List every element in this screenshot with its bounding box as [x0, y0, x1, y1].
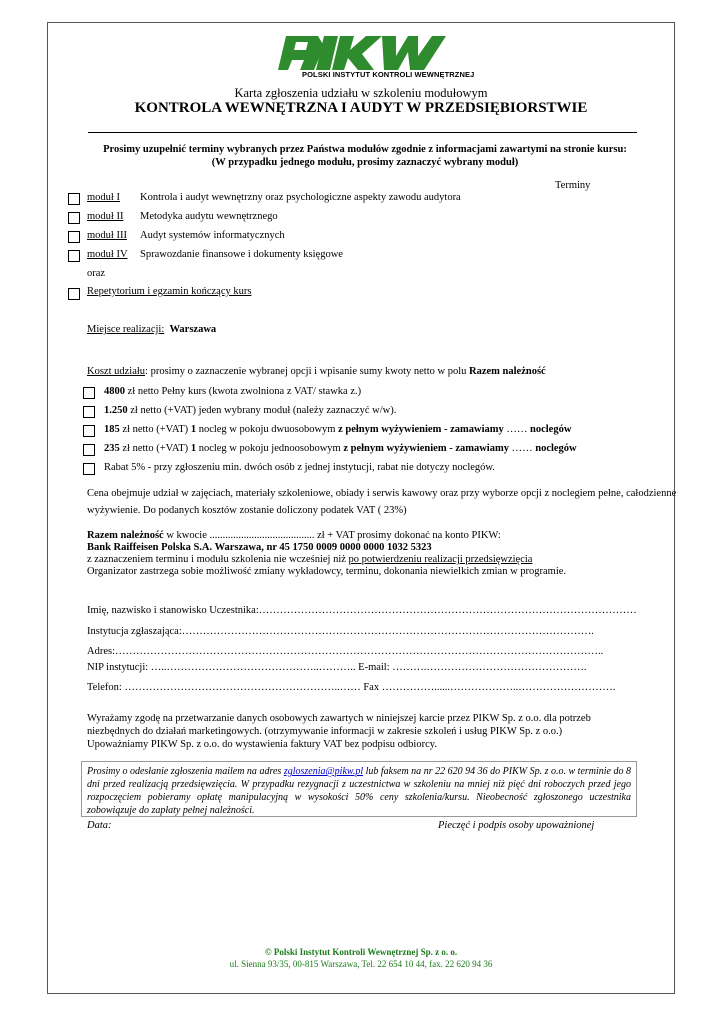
- payment-total-label: Razem należność: [87, 530, 164, 541]
- option-4-checkbox[interactable]: [83, 444, 95, 456]
- intro-line-2: (W przypadku jednego modułu, prosimy zaznaczyć wybrany moduł): [211, 157, 519, 168]
- price-note-2: wyżywienie. Do podanych kosztów zostanie doliczony podatek VAT ( 23%): [87, 505, 407, 516]
- module-code: moduł IV: [87, 249, 128, 260]
- nip-email-field[interactable]: NIP instytucji: …..……………………………………..……….. E-mail: ……….……………………………………….: [87, 662, 587, 673]
- option-5-checkbox[interactable]: [83, 463, 95, 475]
- module-4-checkbox[interactable]: [68, 250, 80, 262]
- participant-name-field[interactable]: Imię, nazwisko i stanowisko Uczestnika:………………………………………………………………………………………………: [87, 605, 637, 616]
- option-3: [104, 424, 571, 435]
- oraz-text: oraz: [87, 268, 106, 279]
- option-text: zł netto Pełny kurs (kwota zwolniona z VAT/ stawka z.): [125, 386, 362, 397]
- payment-condition: po potwierdzeniu realizacji przedsięwzięcia: [348, 554, 533, 565]
- terminy-label: Terminy: [555, 180, 591, 191]
- form-title: KONTROLA WEWNĘTRZNA I AUDYT W PRZEDSIĘBIORSTWIE: [134, 100, 588, 116]
- payment-text: w kwocie ........................................ zł + VAT prosimy dokonać na konto PIKW:: [163, 530, 501, 541]
- email-link[interactable]: zgloszenia@pikw.pl: [283, 766, 364, 777]
- intro-text: [80, 143, 650, 169]
- option-text: zł netto (+VAT): [119, 443, 191, 454]
- module-1-row: [87, 192, 461, 203]
- stamp-label: Pieczęć i podpis osoby upoważnionej: [438, 820, 595, 831]
- option-text: nocleg w pokoju jednoosobowym: [196, 443, 344, 454]
- price-note-1: Cena obejmuje udział w zajęciach, materiały szkoleniowe, obiady i serwis kawowy oraz przy wyborze opcji z noclegiem pełne, całodzienne: [87, 488, 677, 499]
- option-count: 1: [190, 424, 197, 435]
- option-2-checkbox[interactable]: [83, 406, 95, 418]
- notice-text: lub faksem na nr 22 620 94 36 do PIKW Sp. z o.o. w terminie do 8 dni przed realizacją przedsięwzięcia. W przypadku rezygnacji z uczestnictwa w szkoleniu na mniej niż pięć dni roboczych przed jego rozpoczęciem pobieramy opłatę manipulacyjną w wysokości 50% ceny szkolenia/kursu. Nieobecność zgłoszonego uczestnika zobowiązuje do zapłaty pełnej należności.: [87, 766, 632, 816]
- option-dots: ……: [508, 443, 536, 454]
- cost-label: Koszt udziału: [87, 366, 146, 377]
- option-text: nocleg w pokoju dwuosobowym: [196, 424, 339, 435]
- module-name: Audyt systemów informatycznych: [140, 230, 285, 241]
- option-amount: 185: [104, 424, 120, 435]
- module-name: Metodyka audytu wewnętrznego: [140, 211, 278, 222]
- payment-text: z zaznaczeniem terminu i modułu szkolenia nie wcześniej niż: [87, 554, 349, 565]
- cost-text: : prosimy o zaznaczenie wybranej opcji i wpisanie sumy kwoty netto w polu: [145, 366, 469, 377]
- notice-text: Prosimy o odesłanie zgłoszenia mailem na adres: [87, 766, 284, 777]
- option-text: zł netto (+VAT) jeden wybrany moduł (należy zaznaczyć w/w).: [127, 405, 397, 416]
- payment-line-1: [87, 530, 501, 541]
- option-4: [104, 443, 577, 454]
- module-code: moduł II: [87, 211, 124, 222]
- option-bold: z pełnym wyżywieniem - zamawiamy: [343, 443, 509, 454]
- module-code: moduł III: [87, 230, 127, 241]
- consent-line-3: Upoważniamy PIKW Sp. z o.o. do wystawienia faktury VAT bez podpisu odbiorcy.: [87, 739, 437, 750]
- module-name: Sprawozdanie finansowe i dokumenty księgowe: [140, 249, 343, 260]
- module-2-row: [87, 211, 278, 222]
- intro-line-1: Prosimy uzupełnić terminy wybranych przez Państwa modułów zgodnie z informacjami zawartymi na stronie kursu:: [103, 144, 627, 155]
- footer-copyright: © Polski Instytut Kontroli Wewnętrznej Sp. z o. o.: [264, 947, 458, 957]
- bank-account: Bank Raiffeisen Polska S.A. Warszawa, nr 45 1750 0009 0000 0000 1032 5323: [87, 542, 432, 553]
- module-3-row: [87, 230, 285, 241]
- location-label: Miejsce realizacji:: [87, 324, 165, 335]
- module-4-row: [87, 249, 343, 260]
- option-amount: 4800: [104, 386, 125, 397]
- option-amount: 1.250: [104, 405, 128, 416]
- module-2-checkbox[interactable]: [68, 212, 80, 224]
- date-label: Data:: [87, 820, 112, 831]
- consent-line-2: niezbędnych do działań marketingowych. (otrzymywanie informacji w zakresie szkoleń i usług PIKW Sp. z o.o.): [87, 726, 563, 737]
- cost-bold: Razem należność: [469, 366, 546, 377]
- option-count: 1: [190, 443, 197, 454]
- location-row: [87, 324, 216, 335]
- payment-line-3: [87, 554, 532, 565]
- module-code: moduł I: [87, 192, 120, 203]
- option-bold: z pełnym wyżywieniem - zamawiamy: [338, 424, 504, 435]
- option-dots: ……: [503, 424, 530, 435]
- module-3-checkbox[interactable]: [68, 231, 80, 243]
- notice-box: [81, 761, 637, 817]
- institution-field[interactable]: Instytucja zgłaszająca:……………………………………………………………………………………………………….: [87, 626, 594, 637]
- divider: [88, 132, 637, 133]
- option-2: [104, 405, 396, 416]
- repetytorium-checkbox[interactable]: [68, 288, 80, 300]
- option-tail: noclegów: [535, 443, 577, 454]
- option-5: Rabat 5% - przy zgłoszeniu min. dwóch osób z jednej instytucji, rabat nie dotyczy noclegów.: [104, 462, 495, 473]
- address-field[interactable]: Adres:…………………………………………………………………………………………………………………………..: [87, 646, 604, 657]
- location-value: Warszawa: [169, 324, 217, 335]
- module-name: Kontrola i audyt wewnętrzny oraz psychologiczne aspekty zawodu audytora: [140, 192, 461, 203]
- option-3-checkbox[interactable]: [83, 425, 95, 437]
- payment-line-4: Organizator zastrzega sobie możliwość zmiany wykładowcy, terminu, dokonania niewielkich zmian w programie.: [87, 566, 567, 577]
- option-text: zł netto (+VAT): [119, 424, 191, 435]
- option-1: [104, 386, 361, 397]
- option-1-checkbox[interactable]: [83, 387, 95, 399]
- footer-address: ul. Sienna 93/35, 00-815 Warszawa, Tel. 22 654 10 44, fax. 22 620 94 36: [229, 959, 493, 969]
- form-subtitle: Karta zgłoszenia udziału w szkoleniu modułowym: [234, 86, 488, 100]
- phone-fax-field[interactable]: Telefon: ……………………………………………………..…… Fax ……………......………………..……………………….: [87, 682, 616, 693]
- module-1-checkbox[interactable]: [68, 193, 80, 205]
- option-amount: 235: [104, 443, 120, 454]
- repetytorium-label: Repetytorium i egzamin kończący kurs: [87, 286, 252, 297]
- logo-subtitle: POLSKI INSTYTUT KONTROLI WEWNĘTRZNEJ: [302, 70, 475, 79]
- consent-line-1: Wyrażamy zgodę na przetwarzanie danych osobowych zawartych w niniejszej karcie przez PIKW Sp. z o.o. dla potrzeb: [87, 713, 591, 724]
- option-tail: noclegów: [530, 424, 572, 435]
- cost-row: [87, 366, 546, 377]
